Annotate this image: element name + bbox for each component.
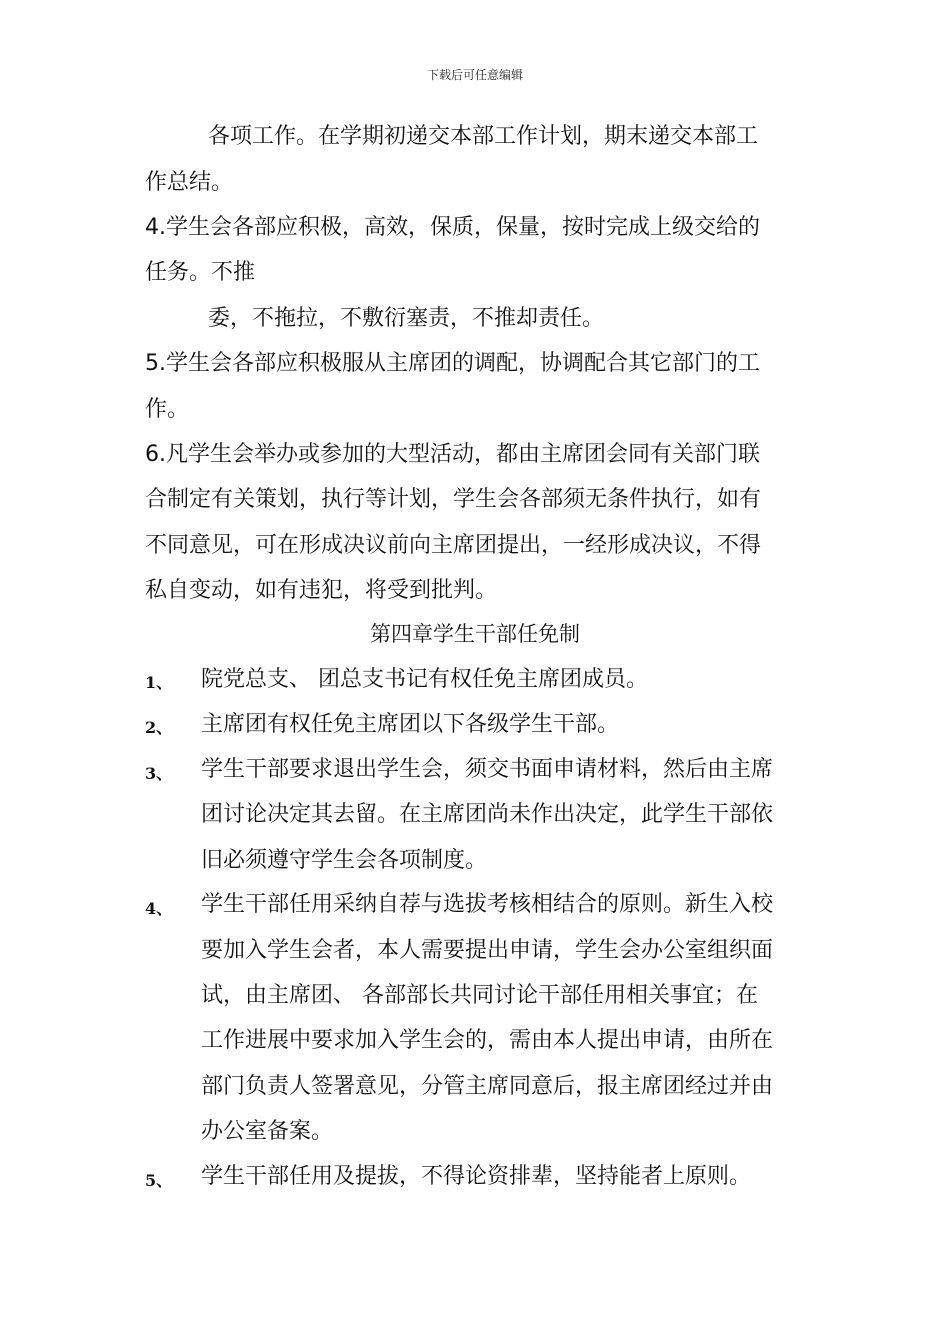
paragraph-line: 任务。不推 <box>145 260 256 285</box>
list-item-line: 工作进展中要求加入学生会的，需由本人提出申请，由所在 <box>201 1028 774 1053</box>
paragraph-line: 作总结。 <box>145 170 234 195</box>
list-item-line: 学生干部要求退出学生会，须交书面申请材料，然后由主席 <box>201 757 774 782</box>
list-item-line: 部门负责人签署意见，分管主席同意后，报主席团经过并由 <box>201 1074 774 1099</box>
list-item-number: 3、 <box>145 764 173 783</box>
paragraph-line: 委，不拖拉，不敷衍塞责，不推却责任。 <box>208 306 605 331</box>
list-item-line: 学生干部任用采纳自荐与选拔考核相结合的原则。新生入校 <box>201 892 774 917</box>
list-item-line: 试，由主席团、 各部部长共同讨论干部任用相关事宜；在 <box>201 983 758 1008</box>
list-item-line: 旧必须遵守学生会各项制度。 <box>201 848 488 873</box>
list-item-number: 2、 <box>145 718 173 737</box>
paragraph-line: 4.学生会各部应积极，高效，保质，保量，按时完成上级交给的 <box>145 215 760 240</box>
page-header: 下载后可任意编辑 <box>426 68 523 82</box>
paragraph-line: 各项工作。在学期初递交本部工作计划，期末递交本部工 <box>208 124 759 149</box>
paragraph-line: 不同意见，可在形成决议前向主席团提出，一经形成决议，不得 <box>145 533 762 558</box>
list-item-line: 院党总支、 团总支书记有权任免主席团成员。 <box>201 667 648 692</box>
chapter-title: 第四章学生干部任免制 <box>370 622 580 646</box>
list-item-number: 1、 <box>145 673 173 692</box>
paragraph-line: 合制定有关策划，执行等计划，学生会各部须无条件执行，如有 <box>145 487 762 512</box>
list-item-number: 5、 <box>145 1171 173 1190</box>
list-item-line: 团讨论决定其去留。在主席团尚未作出决定，此学生干部依 <box>201 802 774 827</box>
paragraph-line: 作。 <box>145 397 190 422</box>
list-item-line: 办公室备案。 <box>201 1119 334 1144</box>
paragraph-line: 5.学生会各部应积极服从主席团的调配，协调配合其它部门的工 <box>145 351 760 376</box>
list-item-line: 学生干部任用及提拔，不得论资排辈，坚持能者上原则。 <box>201 1164 752 1189</box>
list-item-number: 4、 <box>145 899 173 918</box>
list-item-line: 要加入学生会者，本人需要提出申请，学生会办公室组织面 <box>201 938 774 963</box>
list-item-line: 主席团有权任免主席团以下各级学生干部。 <box>201 712 620 737</box>
paragraph-line: 6.凡学生会举办或参加的大型活动，都由主席团会同有关部门联 <box>145 442 760 467</box>
paragraph-line: 私自变动，如有违犯，将受到批判。 <box>145 578 498 603</box>
